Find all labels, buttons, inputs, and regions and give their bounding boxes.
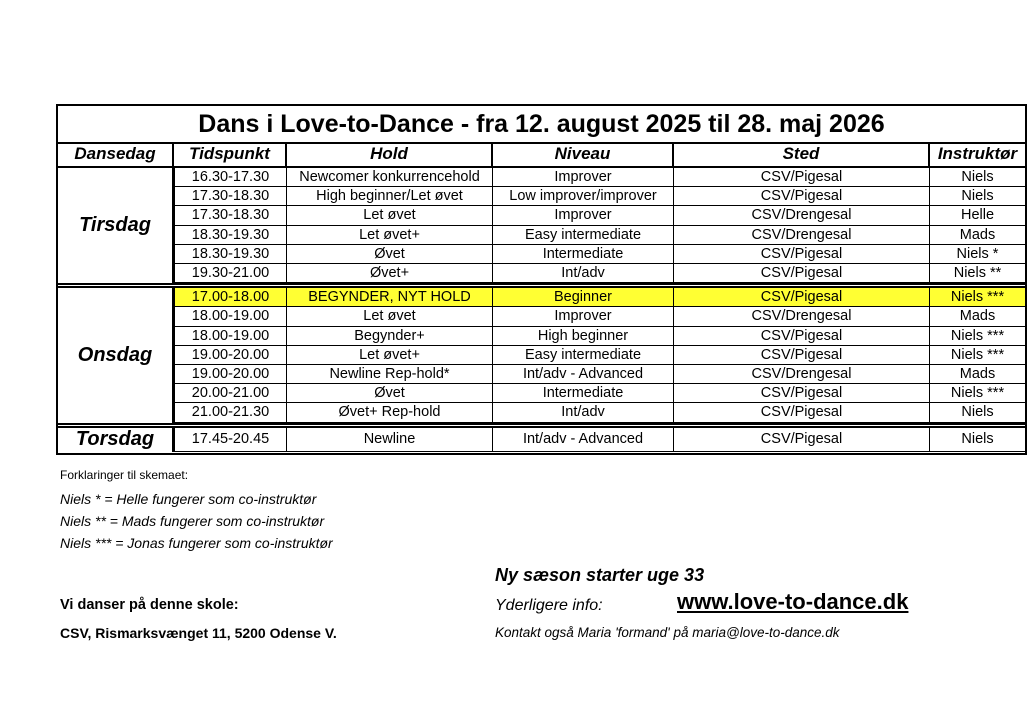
table-cell: 20.00-21.00 <box>174 384 287 403</box>
table-cell: High beginner <box>493 327 674 346</box>
day-label: Onsdag <box>58 288 174 422</box>
table-cell: CSV/Pigesal <box>674 264 930 283</box>
column-header: Hold <box>287 142 493 166</box>
table-cell: Newline <box>287 428 493 452</box>
table-cell: CSV/Pigesal <box>674 187 930 206</box>
school-label: Vi danser på denne skole: <box>60 597 239 613</box>
day-label: Tirsdag <box>58 168 174 283</box>
table-cell: 18.00-19.00 <box>174 327 287 346</box>
table-cell: Let øvet+ <box>287 226 493 245</box>
table-cell: Øvet+ Rep-hold <box>287 403 493 422</box>
info-label: Yderligere info: <box>495 597 603 614</box>
table-cell: Improver <box>493 206 674 225</box>
table-cell: Intermediate <box>493 384 674 403</box>
table-cell: Begynder+ <box>287 327 493 346</box>
table-cell: CSV/Pigesal <box>674 168 930 187</box>
table-cell: CSV/Pigesal <box>674 428 930 452</box>
table-cell: Niels <box>930 403 1025 422</box>
table-cell: CSV/Drengesal <box>674 307 930 326</box>
table-cell: Niels <box>930 168 1025 187</box>
table-cell: Niels *** <box>930 384 1025 403</box>
table-cell: Improver <box>493 168 674 187</box>
table-cell: Easy intermediate <box>493 346 674 365</box>
notes <box>60 468 333 554</box>
table-cell: 19.30-21.00 <box>174 264 287 283</box>
schedule-title: Dans i Love-to-Dance - fra 12. august 2025 til 28. maj 2026 <box>58 106 1025 144</box>
table-cell: 16.30-17.30 <box>174 168 287 187</box>
day-label: Torsdag <box>58 428 174 452</box>
table-cell: Let øvet <box>287 206 493 225</box>
table-cell: Intermediate <box>493 245 674 264</box>
table-cell: Niels <box>930 428 1025 452</box>
table-cell: CSV/Pigesal <box>674 384 930 403</box>
table-cell: Niels *** <box>930 346 1025 365</box>
table-cell: 17.30-18.30 <box>174 187 287 206</box>
table-cell: 18.00-19.00 <box>174 307 287 326</box>
schedule-table <box>56 104 1027 455</box>
table-cell: Improver <box>493 307 674 326</box>
school-address: CSV, Rismarksvænget 11, 5200 Odense V. <box>60 625 337 641</box>
header-row <box>58 142 1025 168</box>
table-cell: CSV/Drengesal <box>674 206 930 225</box>
table-cell: Øvet <box>287 245 493 264</box>
note-line: Niels ** = Mads fungerer som co-instruktør <box>60 513 325 529</box>
table-cell: Low improver/improver <box>493 187 674 206</box>
table-cell: Int/adv - Advanced <box>493 428 674 452</box>
website-link[interactable]: www.love-to-dance.dk <box>677 589 909 614</box>
table-cell: Int/adv <box>493 264 674 283</box>
table-cell: Let øvet+ <box>287 346 493 365</box>
table-cell: Newcomer konkurrencehold <box>287 168 493 187</box>
note-line: Niels * = Helle fungerer som co-instruktør <box>60 491 317 507</box>
table-cell: Niels <box>930 187 1025 206</box>
table-cell: 17.45-20.45 <box>174 428 287 452</box>
table-cell: Niels ** <box>930 264 1025 283</box>
column-header: Tidspunkt <box>174 142 287 166</box>
table-cell: Niels * <box>930 245 1025 264</box>
table-cell: Easy intermediate <box>493 226 674 245</box>
table-cell: 18.30-19.30 <box>174 245 287 264</box>
table-cell: 21.00-21.30 <box>174 403 287 422</box>
table-cell: 19.00-20.00 <box>174 365 287 384</box>
column-header: Instruktør <box>937 144 1018 163</box>
table-cell: Niels *** <box>930 327 1025 346</box>
table-cell: Mads <box>930 365 1025 384</box>
season-start: Ny sæson starter uge 33 <box>495 565 705 585</box>
table-cell: 19.00-20.00 <box>174 346 287 365</box>
table-cell: Helle <box>930 206 1025 225</box>
column-header: Dansedag <box>58 142 174 166</box>
table-cell: CSV/Pigesal <box>674 288 930 307</box>
column-header: Sted <box>674 142 930 166</box>
table-cell: Newline Rep-hold* <box>287 365 493 384</box>
table-cell: High beginner/Let øvet <box>287 187 493 206</box>
contact-line: Kontakt også Maria 'formand' på maria@love-to-dance.dk <box>495 625 840 640</box>
table-cell: CSV/Drengesal <box>674 226 930 245</box>
table-cell: Int/adv <box>493 403 674 422</box>
table-cell: CSV/Pigesal <box>674 245 930 264</box>
note-line: Niels *** = Jonas fungerer som co-instruktør <box>60 535 333 551</box>
table-cell: CSV/Pigesal <box>674 346 930 365</box>
table-cell: Mads <box>930 226 1025 245</box>
table-cell: CSV/Drengesal <box>674 365 930 384</box>
table-cell: Niels *** <box>930 288 1025 307</box>
table-cell: Mads <box>930 307 1025 326</box>
table-cell: BEGYNDER, NYT HOLD <box>287 288 493 307</box>
table-cell: CSV/Pigesal <box>674 403 930 422</box>
table-cell: Øvet <box>287 384 493 403</box>
table-cell: Let øvet <box>287 307 493 326</box>
table-cell: Int/adv - Advanced <box>493 365 674 384</box>
table-cell: Beginner <box>493 288 674 307</box>
table-cell: CSV/Pigesal <box>674 327 930 346</box>
table-cell: 18.30-19.30 <box>174 226 287 245</box>
table-cell: Øvet+ <box>287 264 493 283</box>
table-cell: 17.30-18.30 <box>174 206 287 225</box>
notes-heading: Forklaringer til skemaet: <box>60 468 189 482</box>
table-cell: 17.00-18.00 <box>174 288 287 307</box>
column-header: Niveau <box>493 142 674 166</box>
